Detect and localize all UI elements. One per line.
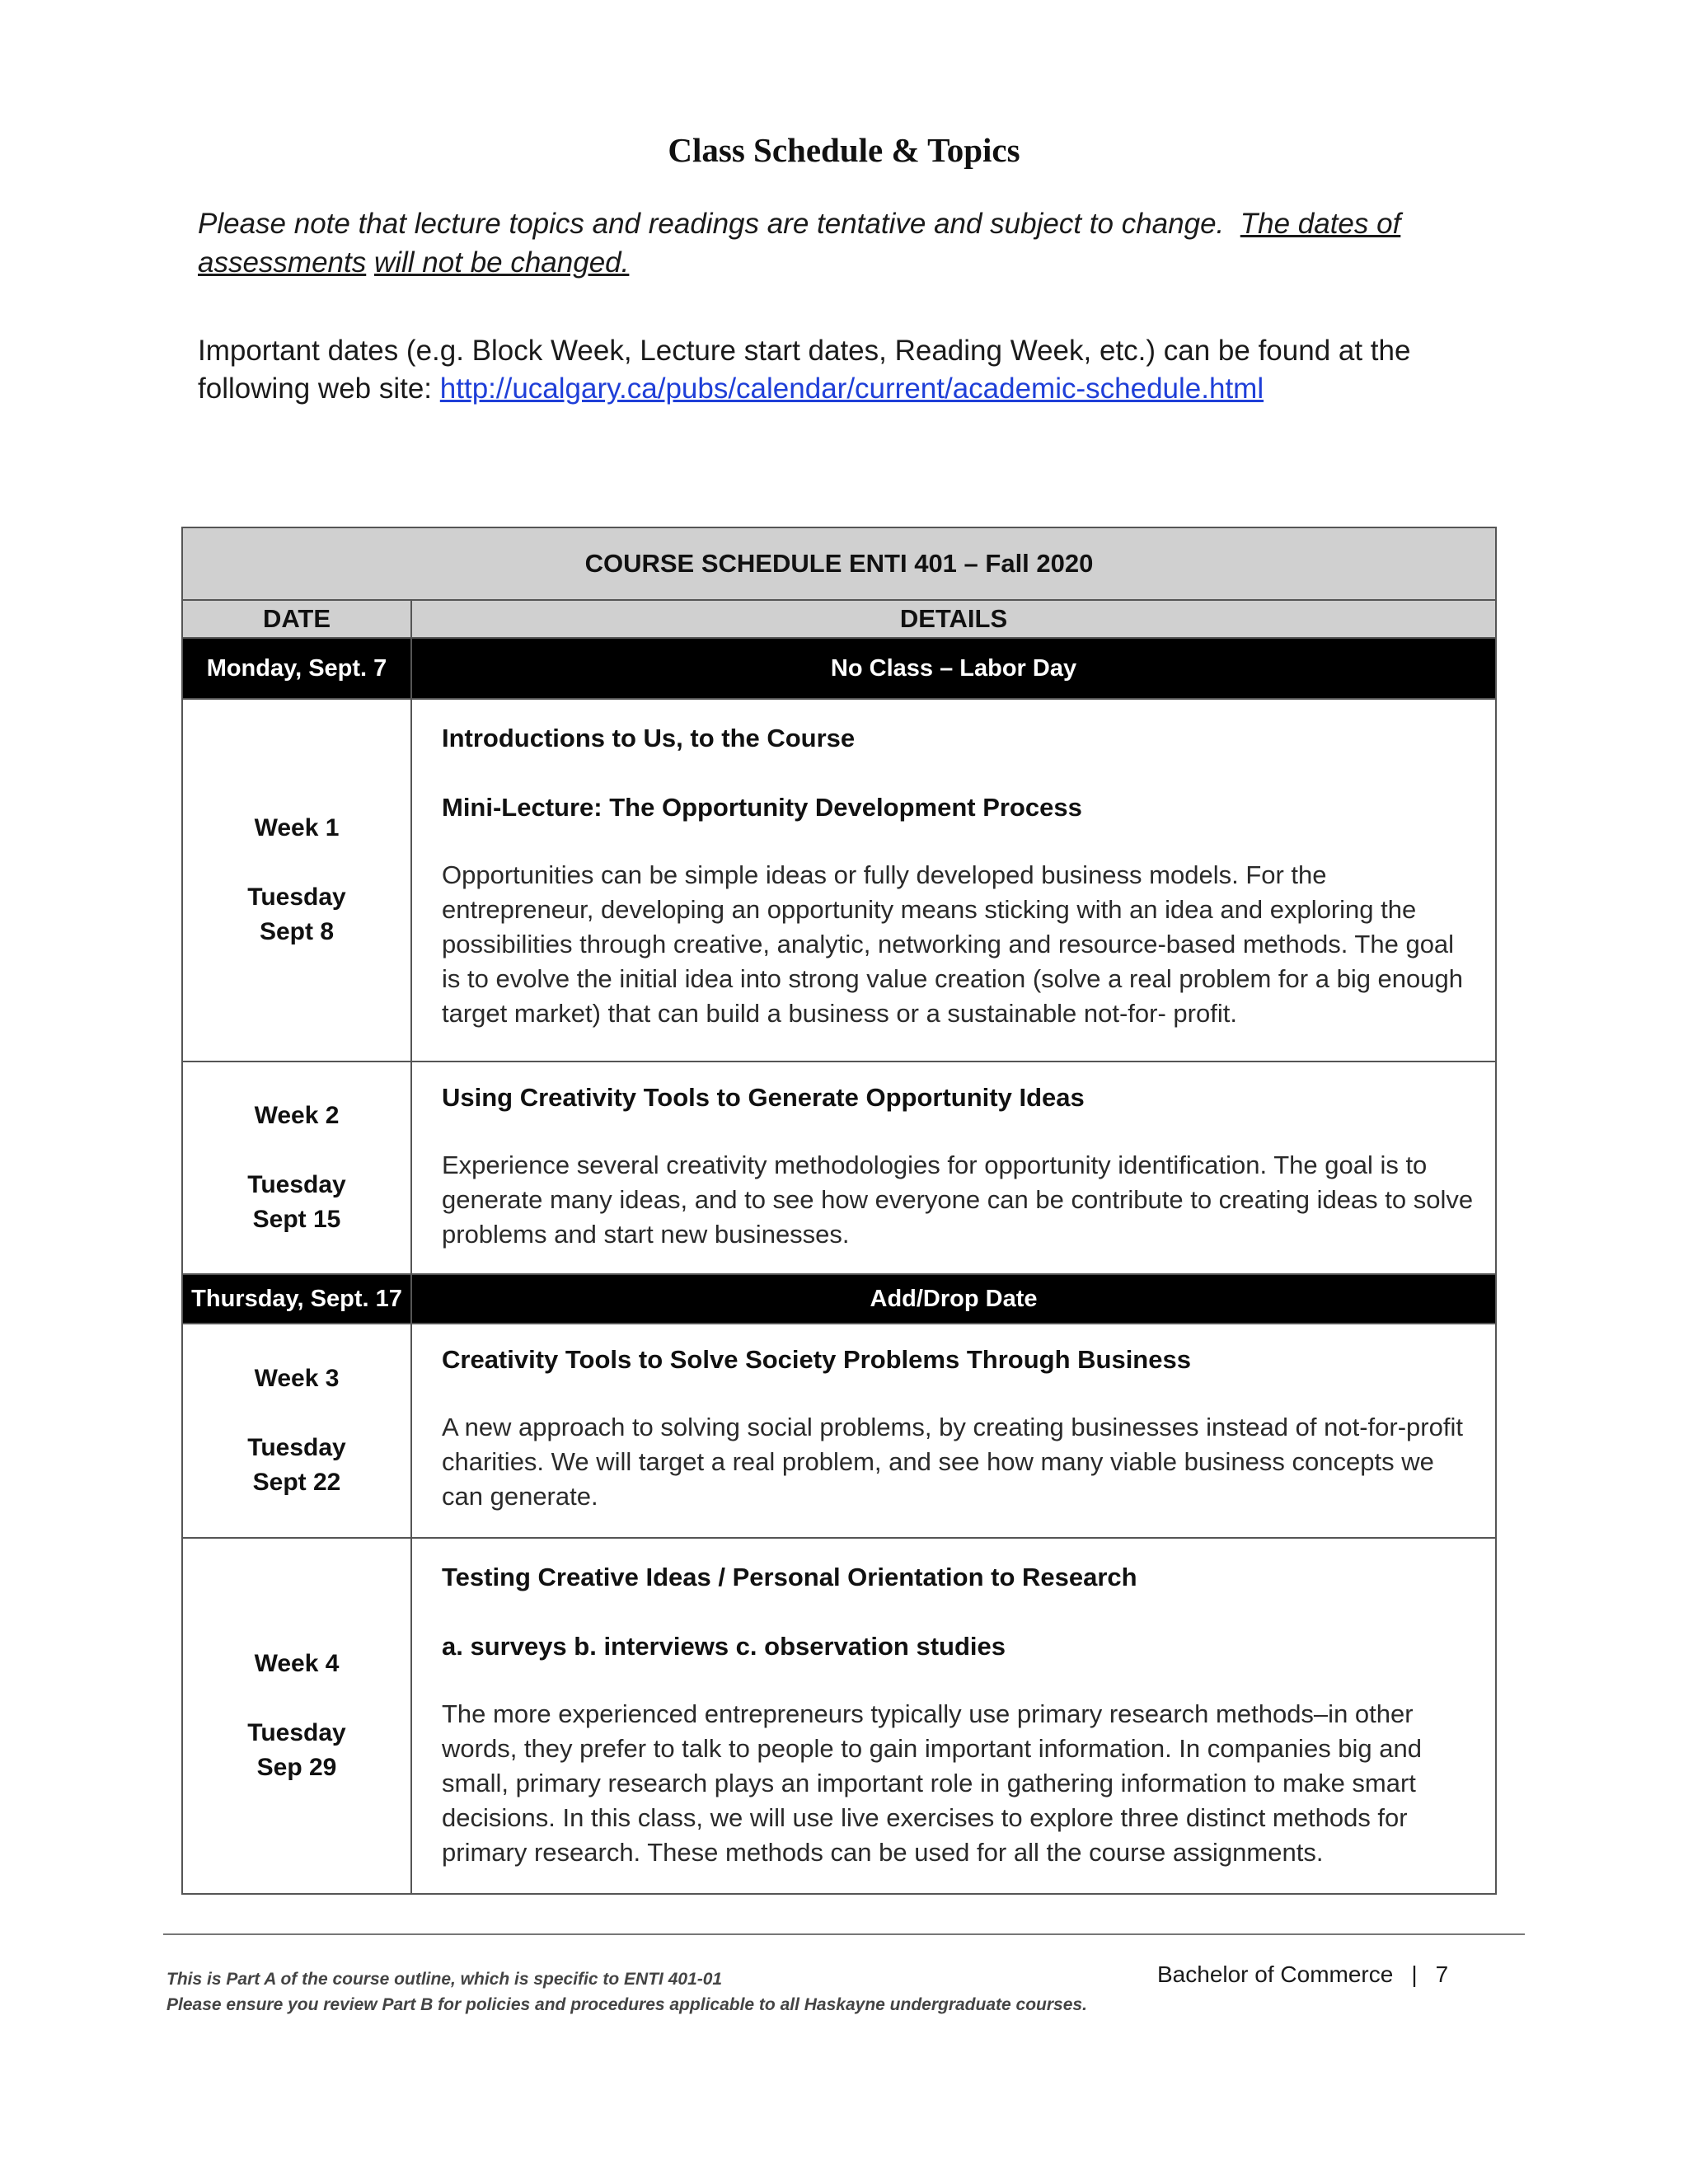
page-title: Class Schedule & Topics [668, 131, 1020, 169]
important-dates [198, 332, 1517, 408]
page-number: 7 [1435, 1961, 1449, 1987]
week-date-cell [182, 1062, 411, 1274]
table-row-week-4 [182, 1538, 1496, 1894]
footer-page-info [1157, 1961, 1448, 1988]
week-details-cell [411, 699, 1496, 1062]
week-day: Tuesday [247, 1434, 346, 1461]
note-unchanged-text: will not be changed. [373, 246, 630, 279]
week-day: Tuesday [247, 883, 346, 911]
topic-description: Opportunities can be simple ideas or fully developed business models. For the entrepreneur, developing an opportunity means sticking with an idea and exploring the possibilities through creative, analytic, networking and resource-based methods. The goal is to evolve the initial idea into strong value creation (solve a real problem for a big enough target market) that can build a business or a sustainable not-for- profit. [442, 860, 1464, 1028]
note-assessments-text: The dates of assessments [198, 208, 1401, 279]
event-date: Monday, Sept. 7 [182, 638, 411, 699]
footer-separator: | [1411, 1961, 1418, 1987]
week-details-cell [411, 1538, 1496, 1894]
topic-title: Testing Creative Ideas / Personal Orientation to Research [442, 1563, 1137, 1591]
table-row-week-3 [182, 1324, 1496, 1538]
week-date: Sep 29 [256, 1754, 337, 1781]
footer-divider [163, 1933, 1525, 1935]
week-details-cell [411, 1062, 1496, 1274]
event-detail: Add/Drop Date [411, 1274, 1496, 1324]
table-row-week-2 [182, 1062, 1496, 1274]
topic-description: A new approach to solving social problems, by creating businesses instead of not-for-profit charities. We will target a real problem, and see how many viable business concepts we can generate. [442, 1413, 1463, 1511]
topic-title: Using Creativity Tools to Generate Opportunity Ideas [442, 1083, 1085, 1112]
footer-line-1: This is Part A of the course outline, which is specific to ENTI 401-01 [166, 1970, 723, 1989]
week-date-cell [182, 1538, 411, 1894]
academic-schedule-link[interactable]: http://ucalgary.ca/pubs/calendar/current/academic-schedule.html [439, 373, 1264, 405]
topic-description: Experience several creativity methodologies for opportunity identification. The goal is to generate many ideas, and to see how everyone can be contribute to creating ideas to solve problems and start new businesses. [442, 1151, 1474, 1249]
topic-title: Creativity Tools to Solve Society Problems Through Business [442, 1345, 1191, 1374]
week-day: Tuesday [247, 1719, 346, 1746]
event-row-add-drop [182, 1274, 1496, 1324]
note-text: Please note that lecture topics and readings are tentative and subject to change. [198, 208, 1225, 240]
week-label: Week 2 [254, 1102, 340, 1129]
week-date: Sept 8 [259, 918, 335, 945]
week-label: Week 3 [254, 1365, 340, 1392]
event-date: Thursday, Sept. 17 [182, 1274, 411, 1324]
tentative-note [198, 204, 1484, 282]
schedule-title: COURSE SCHEDULE ENTI 401 – Fall 2020 [182, 527, 1496, 600]
week-date-cell [182, 1324, 411, 1538]
footer-notes [166, 1966, 1238, 2018]
column-header-date: DATE [182, 600, 411, 638]
topic-title: Introductions to Us, to the Course [442, 724, 856, 752]
topic-subtitle: Mini-Lecture: The Opportunity Development Process [442, 793, 1082, 822]
column-header-details: DETAILS [411, 600, 1496, 638]
week-label: Week 4 [254, 1650, 340, 1677]
week-label: Week 1 [254, 814, 340, 841]
week-date: Sept 22 [252, 1469, 341, 1496]
topic-description: The more experienced entrepreneurs typically use primary research methods–in other words, they prefer to talk to people to gain important information. In companies big and small, primary research plays an important role in gathering information to make smart decisions. In this class, we will use live exercises to explore three distinct methods for primary research. These methods can be used for all the course assignments. [442, 1699, 1423, 1867]
table-row-week-1 [182, 699, 1496, 1062]
week-details-cell [411, 1324, 1496, 1538]
program-name: Bachelor of Commerce [1157, 1961, 1394, 1987]
footer-line-2: Please ensure you review Part B for policies and procedures applicable to all Haskayne undergraduate courses. [166, 1995, 1087, 2014]
event-detail: No Class – Labor Day [411, 638, 1496, 699]
week-date-cell [182, 699, 411, 1062]
event-row-labor-day [182, 638, 1496, 699]
course-schedule-table [181, 527, 1497, 1895]
important-dates-text: Important dates (e.g. Block Week, Lecture start dates, Reading Week, etc.) can be found at the following web site: [198, 335, 1411, 405]
week-day: Tuesday [247, 1171, 346, 1198]
week-date: Sept 15 [252, 1206, 341, 1233]
topic-subtitle: a. surveys b. interviews c. observation studies [442, 1632, 1006, 1661]
